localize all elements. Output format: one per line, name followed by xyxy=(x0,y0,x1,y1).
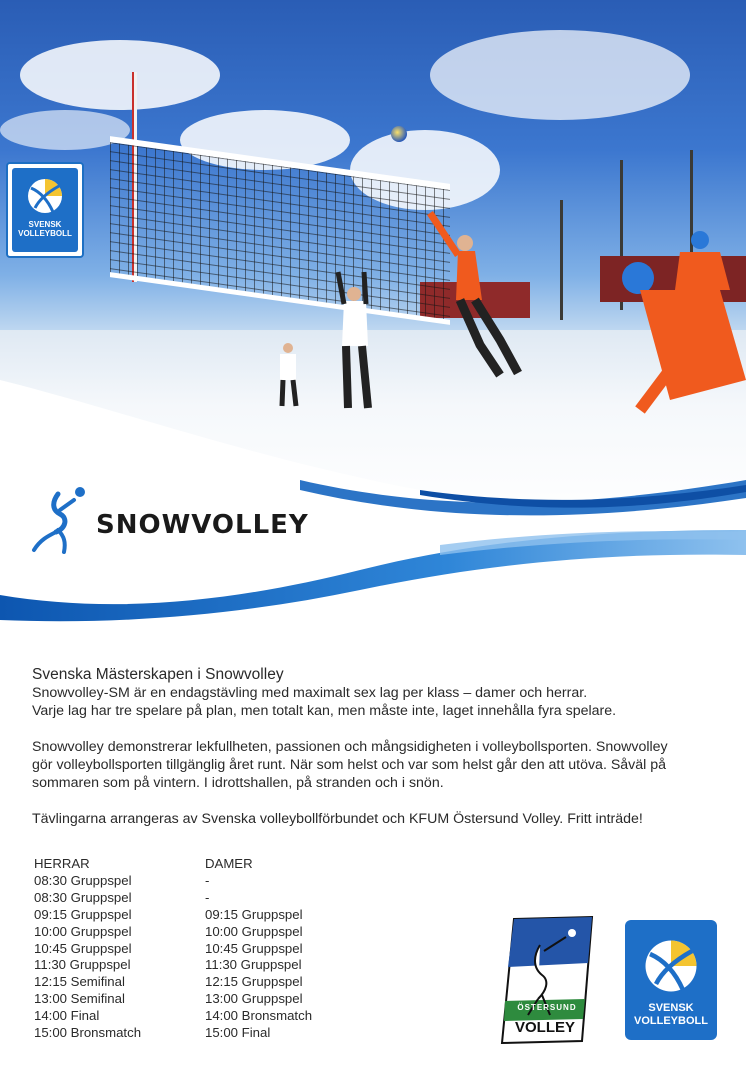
schedule-row: 09:15 Gruppspel xyxy=(34,906,132,922)
svensk-volleyboll-badge xyxy=(6,162,84,258)
snowvolley-wordmark: SNOWVOLLEY xyxy=(96,510,309,540)
schedule-row: 13:00 Semifinal xyxy=(34,991,125,1007)
schedule-row: 10:45 Gruppspel xyxy=(205,940,303,956)
snowvolley-player-icon xyxy=(30,484,90,554)
svensk-volleyboll-logo xyxy=(625,920,717,1040)
ostersund-volley-logo xyxy=(500,915,594,1045)
cloud xyxy=(430,30,690,120)
cloud xyxy=(20,40,220,110)
schedule-row: 11:30 Gruppspel xyxy=(34,957,131,973)
para3: Tävlingarna arrangeras av Svenska volleybollförbundet och KFUM Östersund Volley. Fritt inträde! xyxy=(32,811,643,827)
schedule-row: 11:30 Gruppspel xyxy=(205,957,302,973)
para2-line1: Snowvolley demonstrerar lekfullheten, passionen och mångsidigheten i volleybollsporten. Snowvolley xyxy=(32,739,668,755)
page-heading: Svenska Mästerskapen i Snowvolley xyxy=(32,666,284,683)
schedule-row: 15:00 Bronsmatch xyxy=(34,1025,142,1041)
schedule-row: 12:15 Semifinal xyxy=(34,974,125,990)
schedule-row: 08:30 Gruppspel xyxy=(34,889,132,905)
schedule-header-herrar: HERRAR xyxy=(34,856,90,871)
tree xyxy=(560,200,563,320)
schedule-row: 09:15 Gruppspel xyxy=(205,906,303,922)
svensk-line1: SVENSK xyxy=(648,1002,694,1014)
schedule-row: 15:00 Final xyxy=(205,1025,271,1041)
para1-line1: Snowvolley-SM är en endagstävling med maximalt sex lag per klass – damer och herrar. xyxy=(32,685,588,701)
schedule-col-herrar xyxy=(34,856,204,1042)
schedule-row: 08:30 Gruppspel xyxy=(34,872,132,888)
para1-line2: Varje lag har tre spelare på plan, men totalt kan, men måste inte, laget innehålla fyra spelare. xyxy=(32,703,617,719)
svensk-line2: VOLLEYBOLL xyxy=(634,1015,708,1027)
schedule-row: 14:00 Bronsmatch xyxy=(205,1008,313,1024)
schedule-row: 13:00 Gruppspel xyxy=(205,991,303,1007)
description-text xyxy=(32,666,722,828)
ostersund-bottom-text: VOLLEY xyxy=(514,1019,575,1036)
volleyball-logo-icon xyxy=(25,176,65,216)
snowvolley-brand xyxy=(30,484,330,554)
schedule-row: 10:00 Gruppspel xyxy=(34,923,132,939)
player-jumping xyxy=(420,205,530,390)
volleyball-ball xyxy=(391,126,407,142)
schedule-header-damer: DAMER xyxy=(205,856,253,871)
para2-line3: sommaren som på vintern. I idrottshallen, på stranden och i snön. xyxy=(32,775,444,791)
schedule-row: - xyxy=(205,872,210,888)
volleyball-logo-icon xyxy=(641,936,701,996)
badge-text: SVENSK VOLLEYBOLL xyxy=(18,220,72,238)
ostersund-top-text: ÖSTERSUND xyxy=(517,1003,577,1012)
schedule-row: 12:15 Gruppspel xyxy=(205,974,303,990)
schedule-row: 10:45 Gruppspel xyxy=(34,940,132,956)
schedule-row: - xyxy=(205,889,210,905)
badge-inner xyxy=(12,168,78,252)
schedule-row: 10:00 Gruppspel xyxy=(205,923,303,939)
svensk-logo-text xyxy=(625,1002,717,1028)
schedule-row: 14:00 Final xyxy=(34,1008,100,1024)
schedule-col-damer xyxy=(205,856,375,1042)
para2-line2: gör volleybollsporten tillgänglig året runt. När som helst och var som helst går den att utöva. Såväl på xyxy=(32,757,667,773)
